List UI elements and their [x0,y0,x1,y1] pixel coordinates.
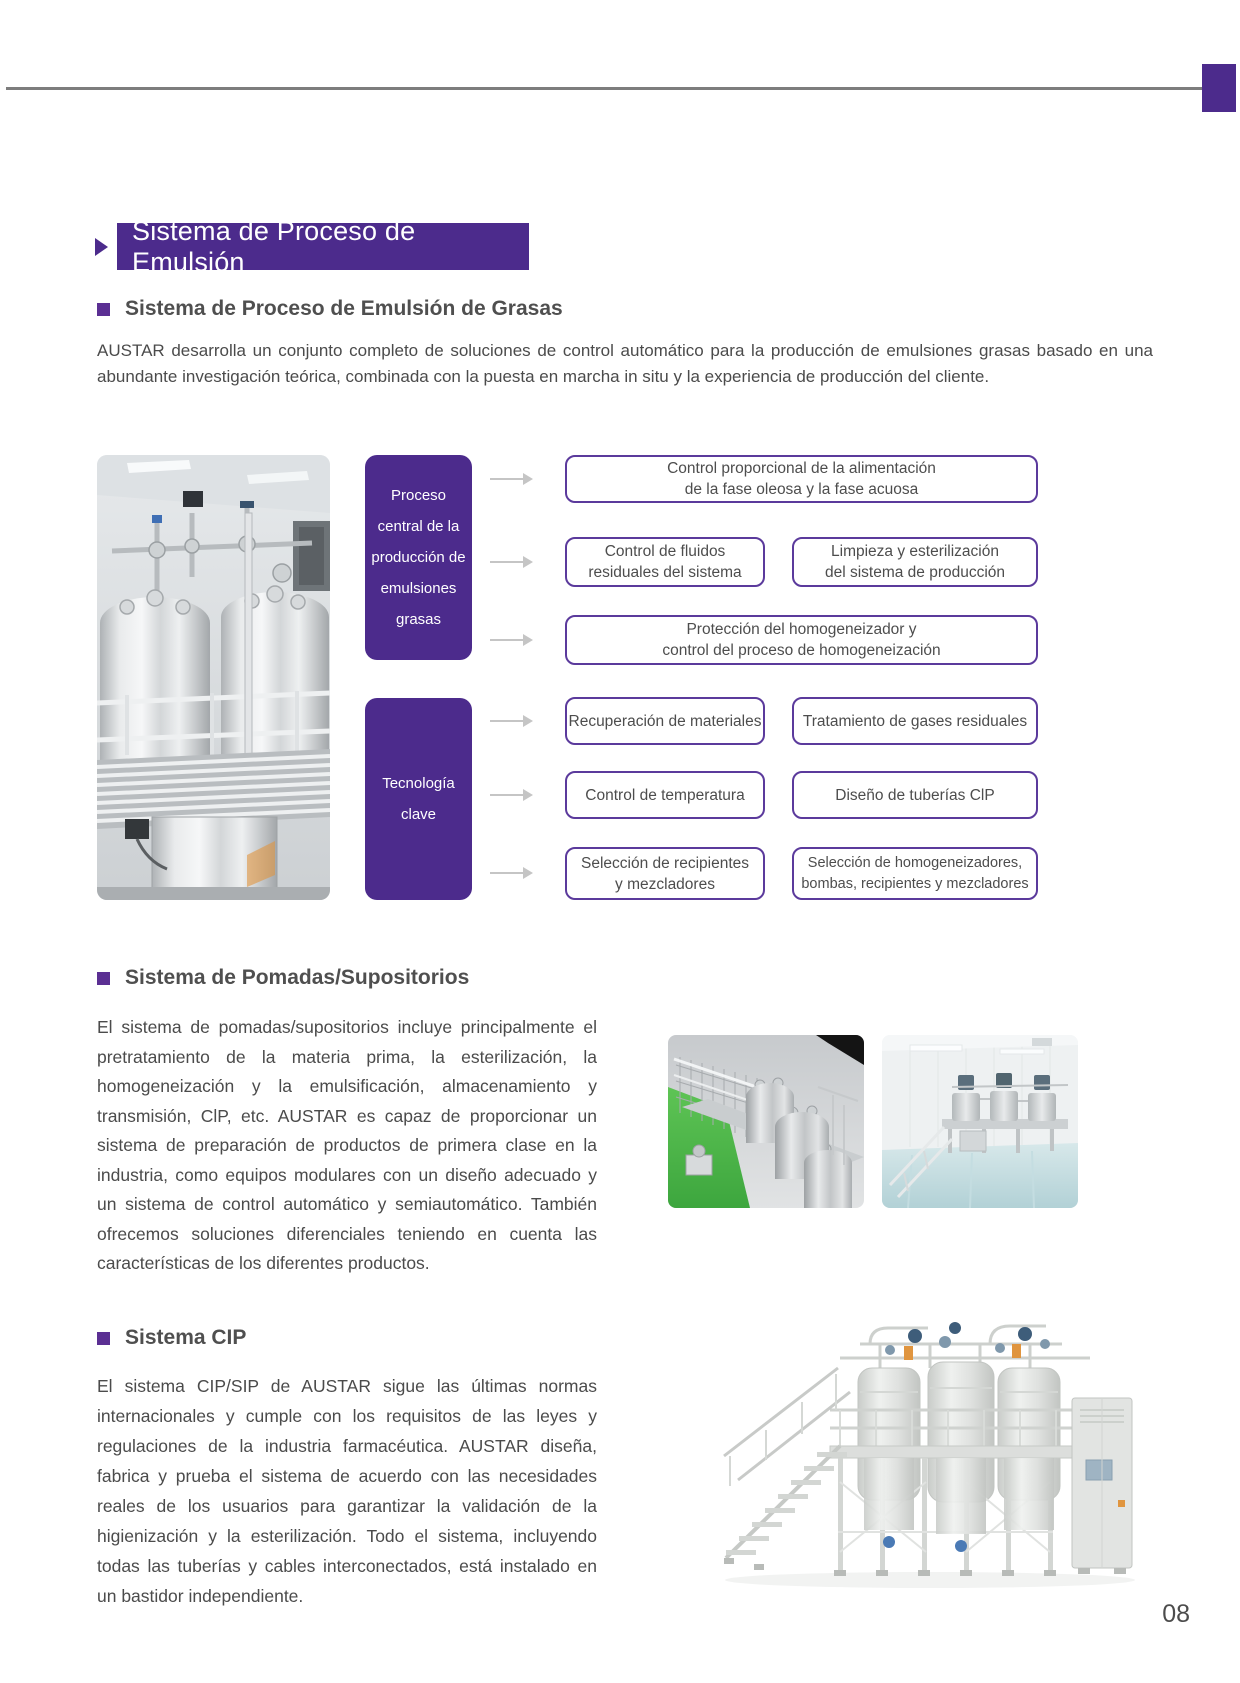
section-heading-label: Sistema de Proceso de Emulsión de Grasas [125,297,563,320]
group-line: Tecnología [382,775,455,792]
box-line: residuales del sistema [588,564,742,581]
box-line: control del proceso de homogeneización [662,642,941,659]
pomadas-render-photo [668,1035,864,1208]
diagram-box-tratamiento-gases [792,697,1038,745]
square-bullet-icon [97,972,110,985]
cip-system-photo [690,1250,1150,1590]
group-line: clave [400,806,437,823]
page-number: 08 [1162,1600,1190,1628]
box-line: del sistema de producción [824,564,1006,581]
diagram-box-control-proporcional [565,455,1038,503]
square-bullet-icon [97,303,110,316]
box-line: Diseño de tuberías ClP [835,786,995,804]
header-purple-tab [1202,64,1236,112]
section-heading-pomadas [97,966,469,990]
box-line: Selección de homogeneizadores, [807,854,1023,871]
arrow-right-icon [490,478,524,480]
section-heading-label: Sistema CIP [125,1326,247,1349]
box-line: bombas, recipientes y mezcladores [801,875,1029,892]
header-rule [6,87,1202,90]
arrow-right-icon [490,794,524,796]
box-line: Recuperación de materiales [568,712,762,730]
arrow-right-icon [490,872,524,874]
pomadas-paragraph: El sistema de pomadas/supositorios incluye principalmente el pretratamiento de la materia prima, la esterilización, la homogeneización y la emulsificación, almacenamiento y transmisión, ClP, etc. AUSTAR es capaz de proporcionar un sistema de preparación de productos de primera clase en la industria, como equipos modulares con un diseño adecuado y un sistema de control automático y semiautomático. También ofrecemos soluciones diferenciales teniendo en cuenta las características de los diferentes productos. [97,1017,597,1273]
diagram-box-limpieza-esterilizacion [792,537,1038,587]
diagram-box-proteccion-homogeneizador [565,615,1038,665]
box-line: Limpieza y esterilización [831,543,999,560]
diagram-box-diseno-tuberias [792,771,1038,819]
arrow-right-icon [490,639,524,641]
diagram-box-control-temperatura [565,771,765,819]
page-title: Sistema de Proceso de Emulsión [117,223,529,270]
box-line: de la fase oleosa y la fase acuosa [684,481,919,498]
emulsion-equipment-photo [97,455,330,900]
pomadas-cleanroom-photo [882,1035,1078,1208]
square-bullet-icon [97,1332,110,1345]
box-line: Control de temperatura [585,786,745,804]
group-line: Proceso [390,487,447,504]
diagram-group-tecnologia-clave [365,698,472,900]
box-line: Tratamiento de gases residuales [802,712,1028,730]
diagram-box-recuperacion-materiales [565,697,765,745]
arrow-right-icon [490,720,524,722]
box-line: Protección del homogeneizador y [686,621,917,638]
diagram-group-proceso-central [365,455,472,660]
box-line: y mezcladores [615,875,715,893]
box-line: Control proporcional de la alimentación [667,460,936,477]
title-arrow-icon [95,238,108,256]
arrow-right-icon [490,561,524,563]
grasas-paragraph: AUSTAR desarrolla un conjunto completo de soluciones de control automático para la producción de emulsiones grasas basado en una abundante investigación teórica, combinada con la puesta en marcha in situ y la experiencia de producción del cliente. [97,341,1153,386]
box-line: Control de fluidos [604,543,726,560]
section-heading-label: Sistema de Pomadas/Supositorios [125,966,470,989]
diagram-box-seleccion-homogeneizadores [792,847,1038,900]
diagram-box-seleccion-recipientes [565,847,765,900]
group-line: central de la [377,518,460,535]
group-line: grasas [395,611,442,628]
box-line: Selección de recipientes [580,854,750,872]
group-line: producción de [371,549,466,566]
cip-paragraph: El sistema CIP/SIP de AUSTAR sigue las últimas normas internacionales y cumple con los requisitos de las leyes y regulaciones de la industria farmacéutica. AUSTAR diseña, fabrica y prueba el sistema de acuerdo con las necesidades reales de los usuarios para garantizar la validación de la higienización y la esterilización. Todo el sistema, incluyendo todas las tuberías y cables interconectados, está instalado en un bastidor independiente. [97,1376,597,1606]
section-heading-cip [97,1326,246,1350]
group-line: emulsiones [380,580,457,597]
diagram-box-fluidos-residuales [565,537,765,587]
section-heading-grasas [97,297,563,321]
